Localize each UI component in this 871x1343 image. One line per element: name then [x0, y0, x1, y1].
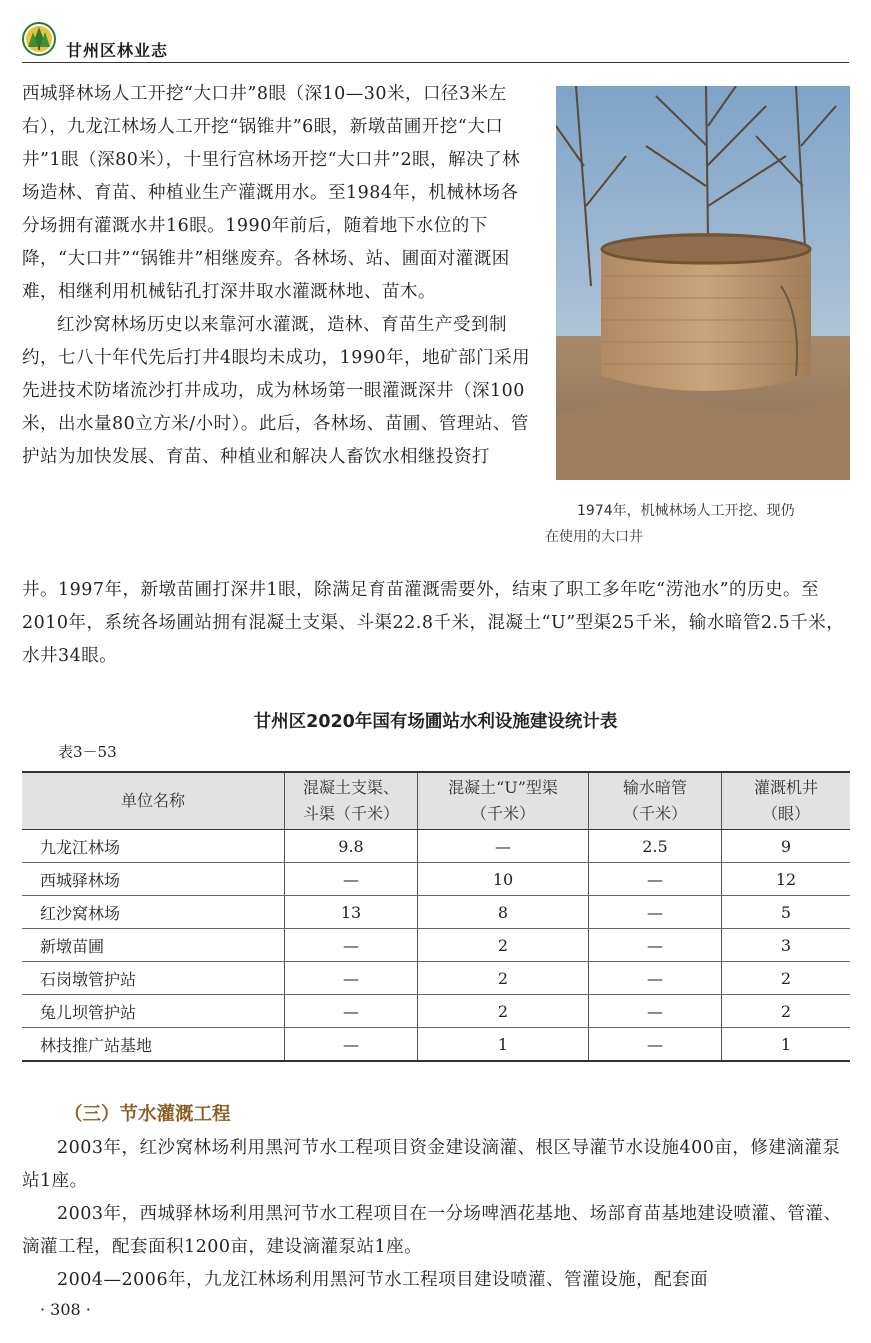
intro-paragraph-1: 西城驿林场人工开挖“大口井”8眼（深10—30米，口径3米左右），九龙江林场人工开挖“锅锥井”6眼，新墩苗圃开挖“大口井”1眼（深80米），十里行宫林场开挖“大口井”2眼，解决了林场造林、育苗、种植业生产灌溉用水。至1984年，机械林场各分场拥有灌溉水井16眼。1990年前后，随着地下水位的下降，“大口井”“锅锥井”相继废弃。各林场、站、圃面对灌溉困难，相继利用机械钻孔打深井取水灌溉林地、苗木。 — [22, 84, 521, 302]
page-header — [22, 22, 849, 62]
intro-text-full-width — [22, 574, 851, 673]
cell-branch-canals: — — [285, 995, 418, 1028]
well-photo — [556, 86, 850, 480]
cell-wells: 2 — [722, 995, 851, 1028]
cell-branch-canals: 9.8 — [285, 830, 418, 863]
cell-pipes: — — [589, 1028, 722, 1062]
cell-pipes: — — [589, 929, 722, 962]
table-row — [22, 830, 850, 863]
table-number: 表3－53 — [58, 743, 117, 761]
cell-branch-canals: — — [285, 962, 418, 995]
forestry-logo-icon — [22, 22, 56, 56]
intro-text-column — [22, 78, 536, 474]
cell-unit-name: 九龙江林场 — [22, 830, 285, 863]
photo-caption-line-2: 在使用的大口井 — [545, 529, 643, 545]
intro-paragraph-2-top: 红沙窝林场历史以来靠河水灌溉，造林、育苗生产受到制约，七八十年代先后打井4眼均未成功，1990年，地矿部门采用先进技术防堵流沙打井成功，成为林场第一眼灌溉深井（深100米，出水量80立方米/小时）。此后，各林场、苗圃、管理站、管护站为加快发展、育苗、种植业和解决人畜饮水相继投资打 — [22, 315, 531, 467]
cell-pipes: — — [589, 896, 722, 929]
section-paragraph-2: 2003年，西城驿林场利用黑河节水工程项目在一分场啤酒花基地、场部育苗基地建设喷灌、管灌、滴灌工程，配套面积1200亩，建设滴灌泵站1座。 — [22, 1204, 842, 1257]
cell-branch-canals: 13 — [285, 896, 418, 929]
cell-wells: 5 — [722, 896, 851, 929]
section-body — [22, 1132, 851, 1297]
cell-unit-name: 兔儿坝管护站 — [22, 995, 285, 1028]
cell-branch-canals: — — [285, 929, 418, 962]
cell-pipes: — — [589, 995, 722, 1028]
cell-u-canals: 2 — [418, 929, 589, 962]
cell-unit-name: 石岗墩管护站 — [22, 962, 285, 995]
well-photo-image — [556, 86, 850, 480]
cell-u-canals: 10 — [418, 863, 589, 896]
intro-paragraph-2-bottom: 井。1997年，新墩苗圃打深井1眼，除满足育苗灌溉需要外，结束了职工多年吃“涝池水”的历史。至2010年，系统各场圃站拥有混凝土支渠、斗渠22.8千米，混凝土“U”型渠25千米，输水暗管2.5千米，水井34眼。 — [22, 580, 845, 666]
col-header-unit-name: 单位名称 — [22, 772, 285, 830]
col-header-branch-canals: 混凝土支渠、 斗渠（千米） — [285, 772, 418, 830]
table-row — [22, 896, 850, 929]
page-number: · 308 · — [40, 1300, 91, 1319]
cell-unit-name: 新墩苗圃 — [22, 929, 285, 962]
table-row — [22, 863, 850, 896]
table-row — [22, 1028, 850, 1062]
cell-unit-name: 西城驿林场 — [22, 863, 285, 896]
cell-pipes: — — [589, 962, 722, 995]
cell-wells: 3 — [722, 929, 851, 962]
cell-u-canals: 8 — [418, 896, 589, 929]
cell-u-canals: 1 — [418, 1028, 589, 1062]
cell-u-canals: 2 — [418, 962, 589, 995]
header-rule — [22, 62, 849, 63]
cell-branch-canals: — — [285, 1028, 418, 1062]
col-header-pipes: 输水暗管 （千米） — [589, 772, 722, 830]
cell-u-canals: — — [418, 830, 589, 863]
section-paragraph-3: 2004—2006年，九龙江林场利用黑河节水工程项目建设喷灌、管灌设施，配套面 — [57, 1270, 709, 1290]
photo-caption — [545, 498, 851, 550]
cell-unit-name: 红沙窝林场 — [22, 896, 285, 929]
cell-wells: 1 — [722, 1028, 851, 1062]
cell-wells: 2 — [722, 962, 851, 995]
col-header-wells: 灌溉机井 （眼） — [722, 772, 851, 830]
photo-caption-line-1: 1974年，机械林场人工开挖、现仍 — [577, 503, 795, 519]
book-title: 甘州区林业志 — [66, 41, 169, 60]
cell-u-canals: 2 — [418, 995, 589, 1028]
cell-pipes: — — [589, 863, 722, 896]
section-heading: （三）节水灌溉工程 — [64, 1104, 231, 1125]
section-paragraph-1: 2003年，红沙窝林场利用黑河节水工程项目资金建设滴灌、根区导灌节水设施400亩，修建滴灌泵站1座。 — [22, 1138, 841, 1191]
cell-unit-name: 林技推广站基地 — [22, 1028, 285, 1062]
cell-wells: 9 — [722, 830, 851, 863]
water-facilities-table — [22, 771, 850, 1062]
table-header-row — [22, 772, 850, 830]
table-row — [22, 995, 850, 1028]
cell-wells: 12 — [722, 863, 851, 896]
table-title: 甘州区2020年国有场圃站水利设施建设统计表 — [253, 712, 618, 732]
cell-pipes: 2.5 — [589, 830, 722, 863]
cell-branch-canals: — — [285, 863, 418, 896]
table-row — [22, 929, 850, 962]
table-row — [22, 962, 850, 995]
col-header-u-canals: 混凝土“U”型渠 （千米） — [418, 772, 589, 830]
